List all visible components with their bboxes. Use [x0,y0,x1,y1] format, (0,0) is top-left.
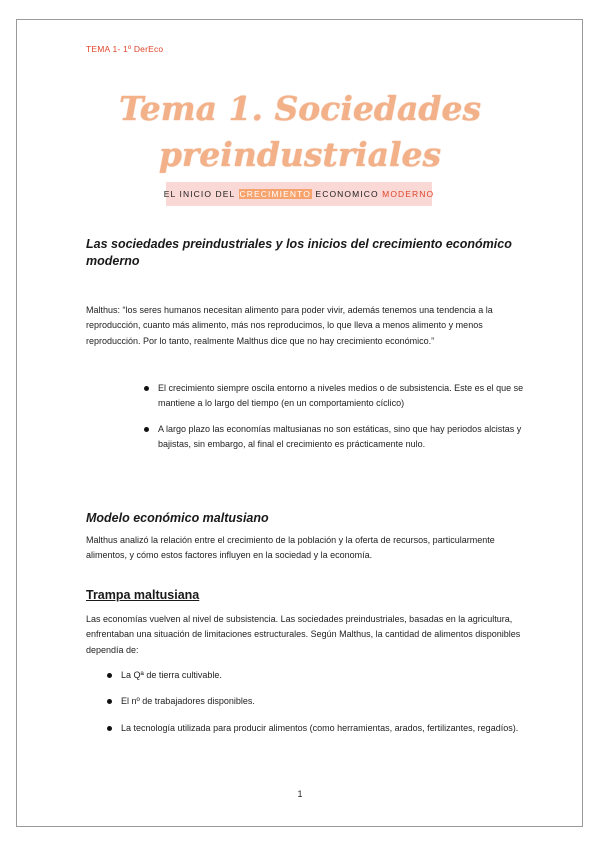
section1-bullet-list [158,381,526,453]
section3-bullet-list [121,668,526,736]
bullet-icon [144,427,149,432]
section-heading-preindustriales: Las sociedades preindustriales y los inicios del crecimiento económico moderno [86,237,512,268]
subtitle-band [163,182,435,206]
list-item [158,422,526,453]
page-title [100,86,500,178]
bullet-icon [107,673,112,678]
subtitle-part-1: EL INICIO DEL [163,189,239,199]
list-item [158,381,526,412]
bullet-icon [107,726,112,731]
section-heading-trampa: Trampa maltusiana [86,588,200,602]
subtitle-highlight: CRECIMIENTO [239,189,311,199]
title-line-2: preindustriales [158,135,442,174]
list-item-text: La tecnología utilizada para producir alimentos (como herramientas, arados, fertilizantes, regadíos). [121,722,519,733]
list-item [121,668,526,683]
modelo-paragraph: Malthus analizó la relación entre el crecimiento de la población y la oferta de recursos, particularmente alimentos, y cómo estos factores influyen en la sociedad y la economía. [86,535,495,561]
trampa-paragraph: Las economías vuelven al nivel de subsistencia. Las sociedades preindustriales, basadas en la agricultura, enfrentaban una situación de limitaciones estructurales. Según Malthus, la cantidad de alimentos disponibles dependía de: [86,614,521,655]
list-item [121,721,526,736]
list-item [121,694,526,709]
list-item-text: El crecimiento siempre oscila entorno a niveles medios o de subsistencia. Este es el que se mantiene a lo largo del tiempo (en un comportamiento cíclico) [158,383,524,409]
bullet-icon [144,386,149,391]
title-line-1: Tema 1. Sociedades [118,89,482,128]
list-item-text: El nº de trabajadores disponibles. [121,696,255,707]
malthus-quote-paragraph: Malthus: “los seres humanos necesitan alimento para poder vivir, además tenemos una tendencia a la reproducción, cuanto más alimento, más nos reproducimos, lo que lleva a menos alimento y menos reproducción. Por lo tanto, realmente Malthus dice que no hay crecimiento económico.” [86,305,493,346]
section-heading-modelo: Modelo económico maltusiano [86,511,269,525]
list-item-text: La Qª de tierra cultivable. [121,670,222,680]
list-item-text: A largo plazo las economías maltusianas no son estáticas, sino que hay periodos alcistas y bajistas, sin embargo, al final el crecimiento es prácticamente nulo. [158,423,522,450]
page-number: 1 [297,789,303,799]
subtitle-part-2: ECONOMICO [311,189,383,199]
header-tag: TEMA 1- 1º DerEco [86,44,164,54]
subtitle-part-3: MODERNO [382,189,435,199]
